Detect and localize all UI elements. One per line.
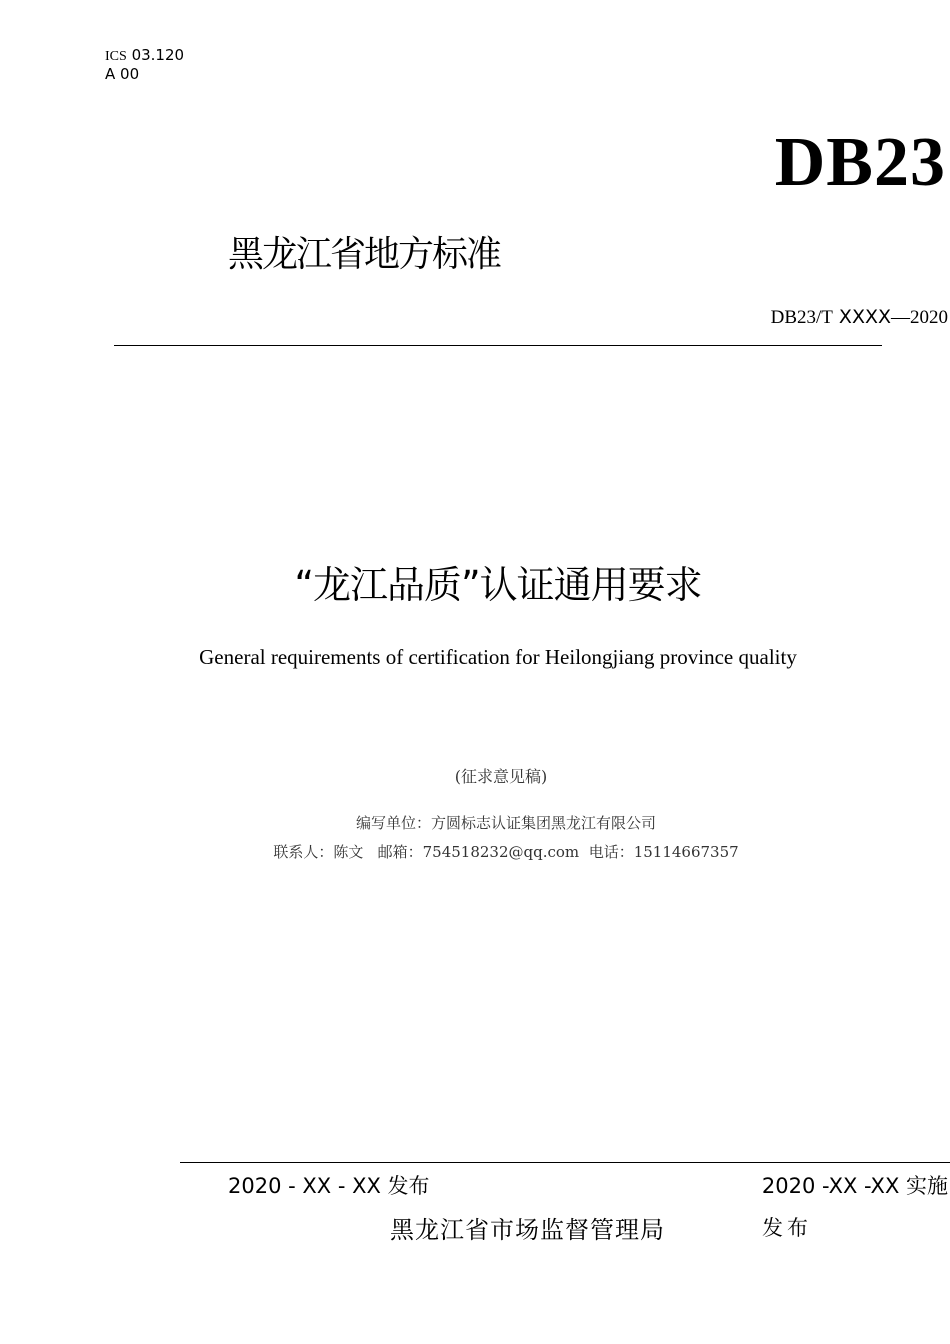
ics-code: [105, 46, 184, 66]
document-title-chinese: “龙江品质”认证通用要求: [294, 563, 702, 607]
classification-code: A 00: [105, 65, 140, 83]
issue-label: 发布: [762, 1216, 812, 1240]
standard-number-suffix: —2020: [891, 307, 948, 328]
ics-number: 03.120: [131, 46, 185, 64]
standard-number-prefix: DB23/T: [770, 307, 833, 328]
standard-number-mid: XXXX: [838, 306, 891, 328]
top-divider: [114, 345, 882, 346]
bottom-divider: [180, 1162, 950, 1163]
contact-info: 联系人：陈文 邮箱：754518232@qq.com 电话：15114667357: [273, 843, 739, 861]
draft-status: (征求意见稿): [454, 767, 548, 786]
publish-date: 2020 - XX - XX 发布: [228, 1174, 430, 1198]
db-prefix-logo: DB23: [774, 124, 946, 201]
issuing-authority: 黑龙江省市场监督管理局: [390, 1216, 665, 1244]
implement-date: 2020 -XX -XX 实施: [761, 1174, 948, 1198]
document-title-english: General requirements of certification for Heilongjiang province quality: [199, 645, 797, 669]
standard-number: [771, 304, 948, 331]
drafting-unit: 编写单位：方圆标志认证集团黑龙江有限公司: [355, 814, 656, 832]
local-standard-label: 黑龙江省地方标准: [228, 234, 501, 275]
ics-label: ICS: [105, 49, 127, 64]
